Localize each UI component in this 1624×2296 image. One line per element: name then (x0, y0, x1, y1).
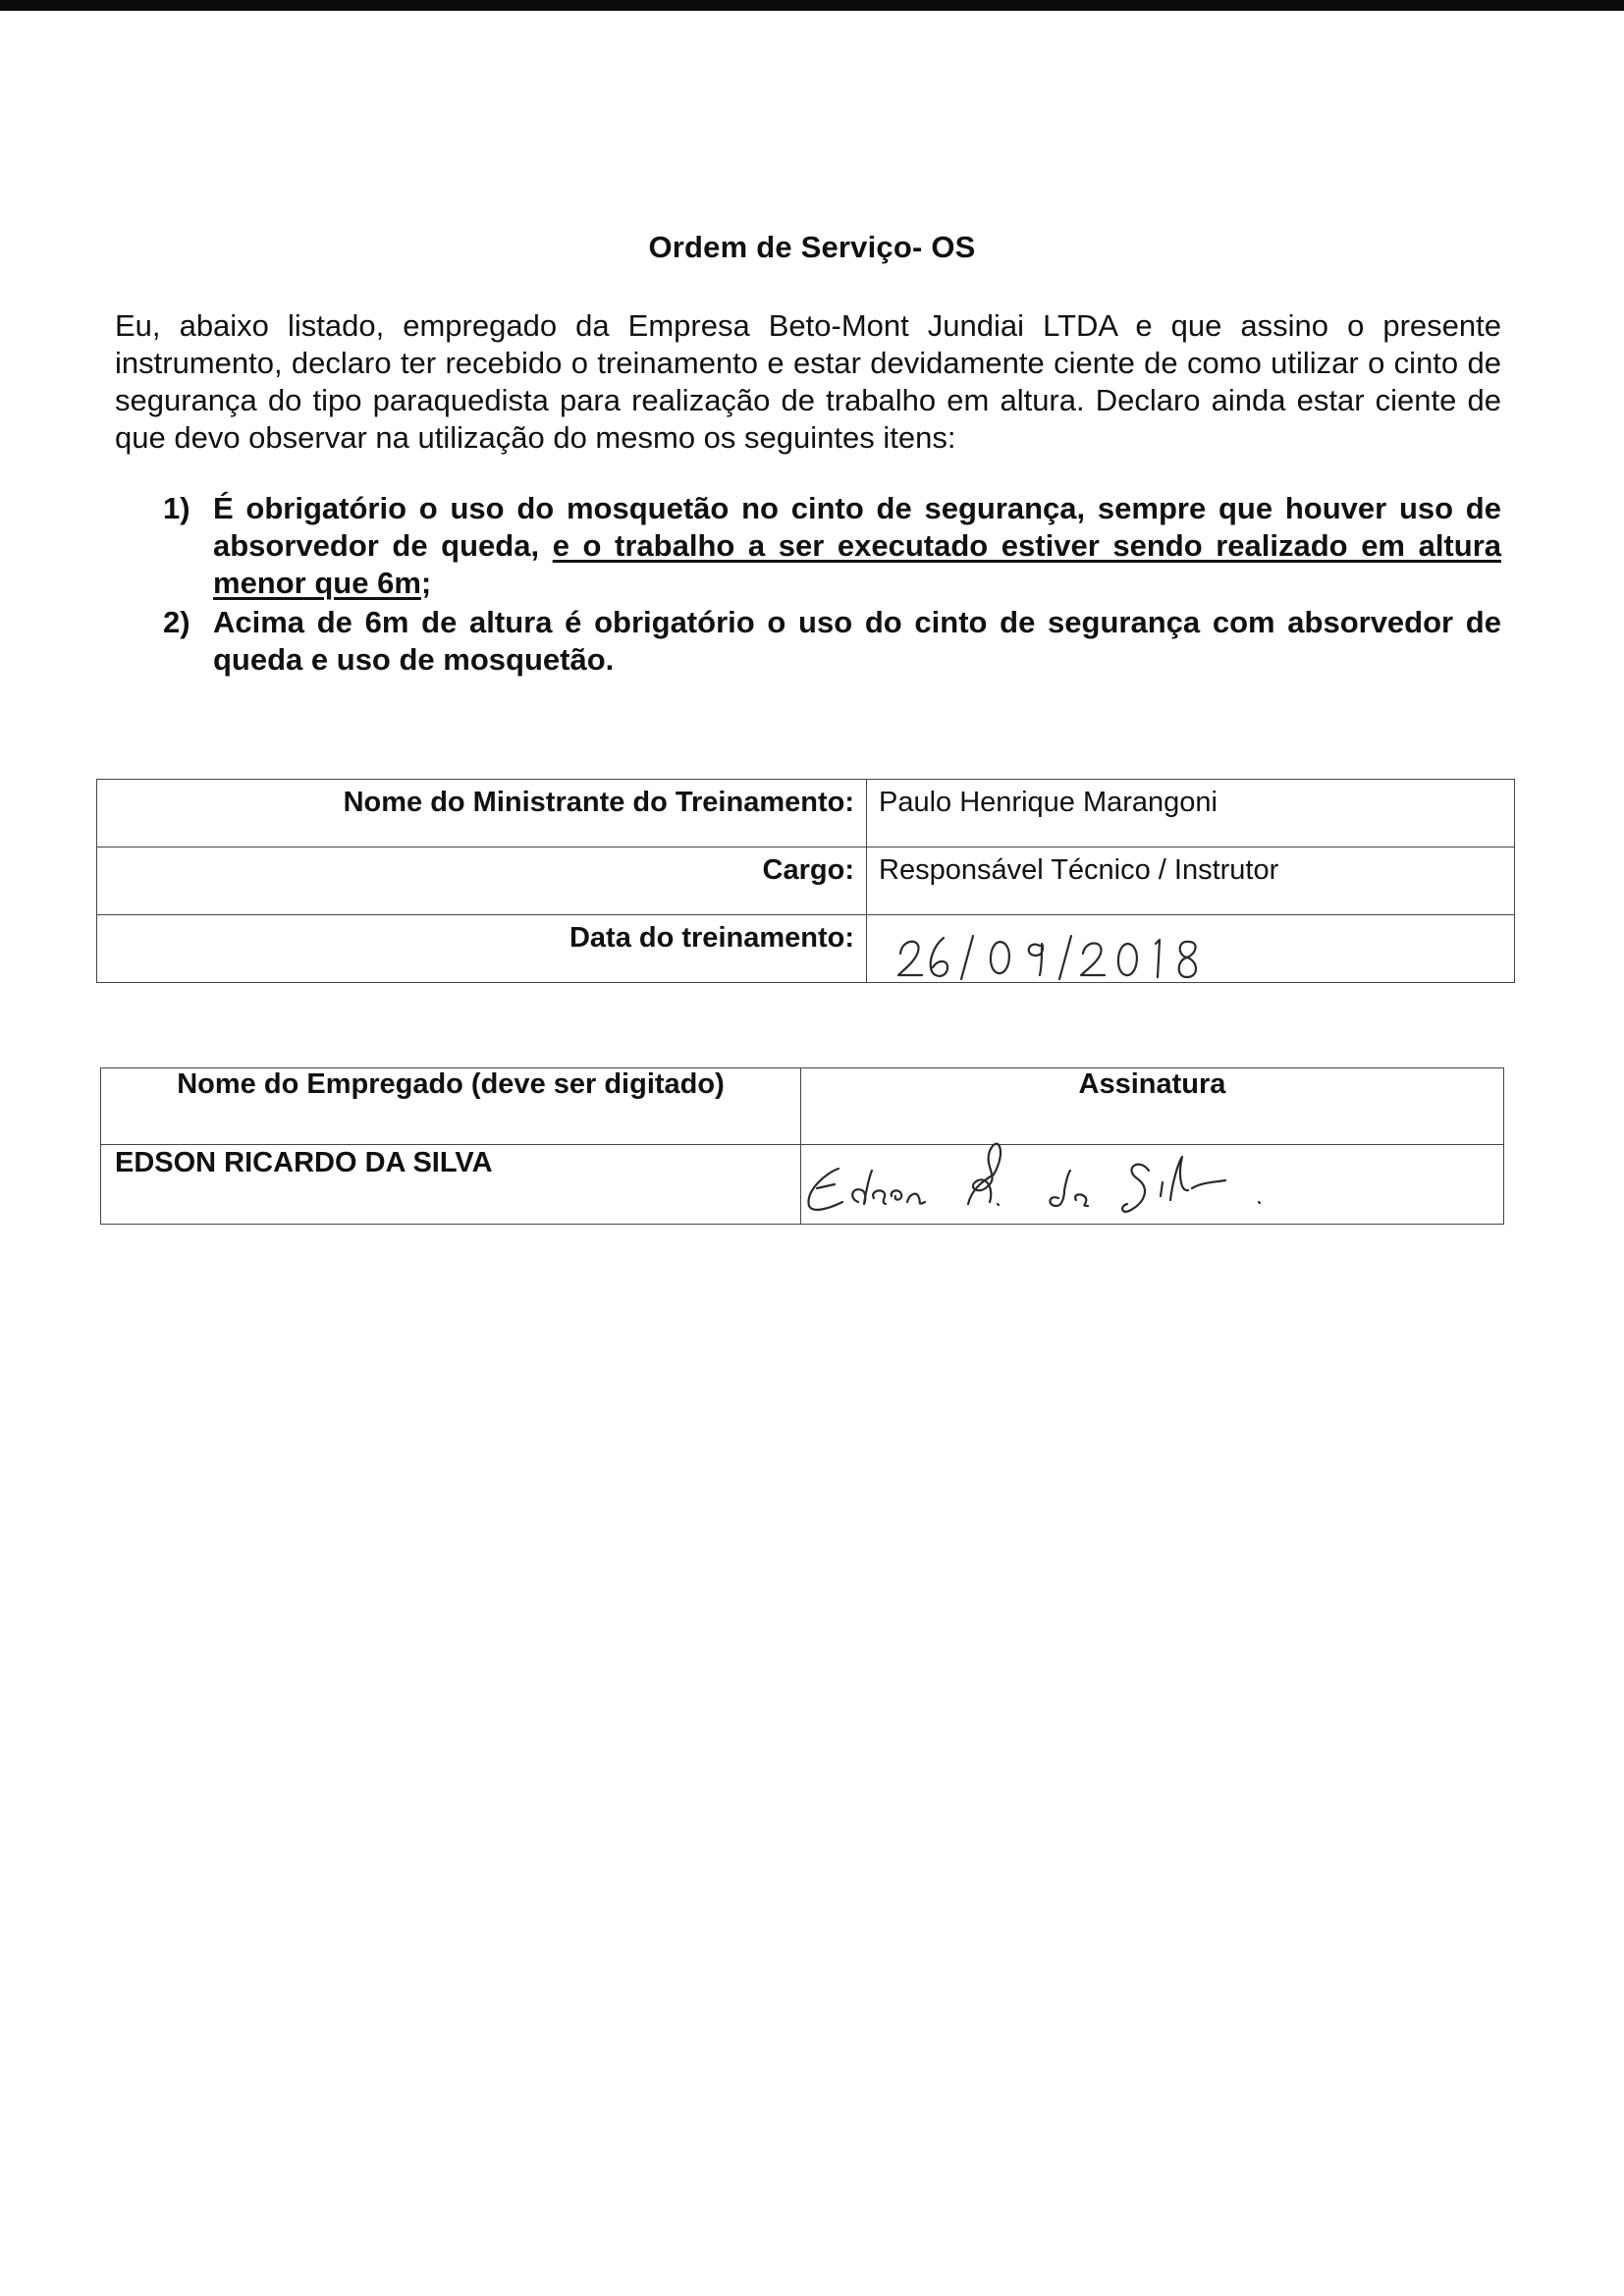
handwritten-date (879, 920, 1232, 981)
instructor-value: Paulo Henrique Marangoni (867, 780, 1515, 847)
employee-name: EDSON RICARDO DA SILVA (101, 1145, 801, 1225)
instructor-label: Nome do Ministrante do Treinamento: (97, 780, 867, 847)
date-label: Data do treinamento: (97, 915, 867, 983)
table-row (101, 1145, 1504, 1225)
role-value: Responsável Técnico / Instrutor (867, 847, 1515, 915)
table-row (97, 915, 1515, 983)
date-value-cell (867, 915, 1515, 983)
table-row (97, 780, 1515, 847)
item-text: Acima de 6m de altura é obrigatório o uso do cinto de segurança com absorvedor de queda e uso de mosquetão. (213, 605, 1501, 677)
employee-name-header: Nome do Empregado (deve ser digitado) (101, 1068, 801, 1145)
item-number: 2) (163, 605, 190, 639)
list-item (157, 604, 1501, 679)
intro-paragraph: Eu, abaixo listado, empregado da Empresa Beto-Mont Jundiai LTDA e que assino o presente instrumento, declaro ter recebido o treinamento e estar devidamente ciente de como utilizar o cinto de segurança do tipo paraquedista para realização de trabalho em altura. Declaro ainda estar ciente de que devo observar na utilização do mesmo os seguintes itens: (115, 308, 1501, 455)
training-info-table (96, 779, 1515, 983)
signature-cell (801, 1145, 1504, 1225)
rules-list (157, 490, 1501, 681)
item-text: É obrigatório o uso do mosquetão no cinto de segurança, sempre que houver uso de absorvedor de queda, (213, 491, 1501, 563)
signature-header: Assinatura (801, 1068, 1504, 1145)
item-text-end: ; (420, 566, 432, 600)
employee-table (100, 1067, 1504, 1225)
document-title: Ordem de Serviço- OS (648, 230, 976, 264)
handwritten-signature (801, 1112, 1292, 1220)
item-text-underlined: e o trabalho a ser executado estiver sendo realizado em altura menor que 6m (213, 528, 1501, 600)
item-number: 1) (163, 491, 190, 525)
role-label: Cargo: (97, 847, 867, 915)
list-item (157, 490, 1501, 602)
scan-top-edge (0, 0, 1624, 11)
table-row (97, 847, 1515, 915)
